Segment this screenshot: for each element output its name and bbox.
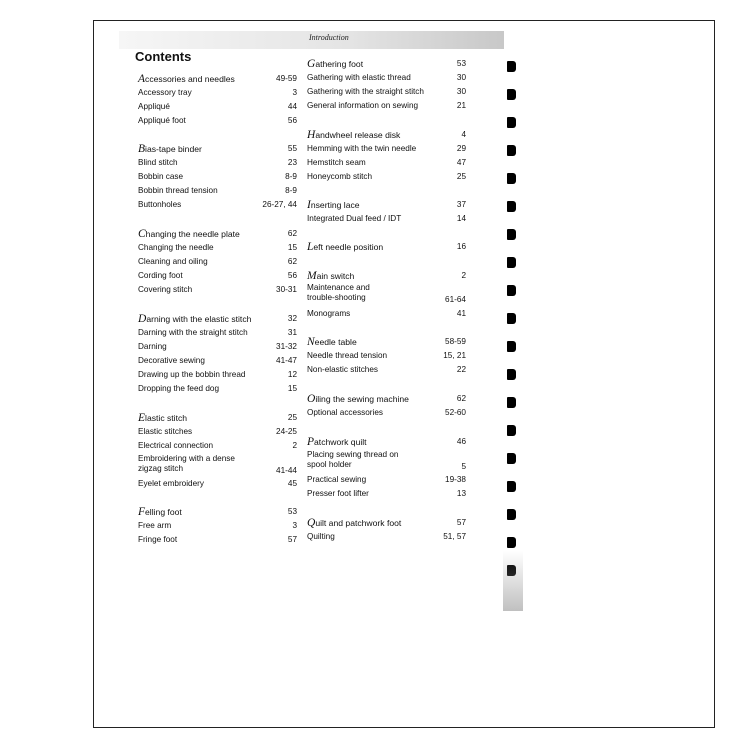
index-entry-label: Felling foot	[138, 506, 182, 518]
index-entry-label: Non-elastic stitches	[307, 365, 378, 374]
index-entry	[138, 369, 297, 381]
binding-ring	[507, 201, 516, 212]
index-entry	[307, 308, 466, 320]
index-entry	[307, 436, 466, 448]
index-entry	[307, 129, 466, 141]
index-entry-page: 51, 57	[443, 532, 466, 541]
binding-ring	[507, 145, 516, 156]
index-entry-page: 41	[456, 309, 466, 318]
index-entry-label: Darning with the elastic stitch	[138, 313, 252, 325]
index-entry-page: 58-59	[445, 337, 466, 346]
index-entry-label: Accessory tray	[138, 88, 192, 97]
index-entry	[307, 241, 466, 253]
index-entry-page: 29	[456, 144, 466, 153]
index-entry-label: Quilting	[307, 532, 335, 541]
index-entry-label: Covering stitch	[138, 285, 193, 294]
index-entry-label: Electrical connection	[138, 441, 214, 450]
index-entry	[138, 115, 297, 127]
index-entry	[138, 143, 297, 155]
index-entry	[307, 72, 466, 84]
index-entry	[307, 157, 466, 169]
index-entry-label: Needle thread tension	[307, 351, 388, 360]
index-entry	[307, 531, 466, 543]
index-entry	[138, 101, 297, 113]
index-entry	[307, 171, 466, 183]
index-entry-page: 30	[456, 73, 466, 82]
binding-ring	[507, 117, 516, 128]
index-entry-page: 62	[287, 229, 297, 238]
binding-ring	[507, 369, 516, 380]
index-entry-page: 32	[287, 314, 297, 323]
index-entry-page: 37	[456, 200, 466, 209]
index-entry-label: Handwheel release disk	[307, 129, 401, 141]
index-entry-page: 30	[456, 87, 466, 96]
index-entry-page: 2	[461, 271, 466, 280]
index-entry-label: Inserting lace	[307, 199, 360, 211]
index-entry-label: Left needle position	[307, 241, 384, 253]
index-entry	[138, 506, 297, 518]
page-edge-shadow	[503, 551, 523, 611]
index-entry-label: Monograms	[307, 309, 351, 318]
binding-ring	[507, 257, 516, 268]
index-entry-label: Buttonholes	[138, 200, 182, 209]
index-entry	[307, 86, 466, 98]
section-header: Introduction	[309, 33, 349, 42]
index-entry	[138, 440, 297, 452]
index-entry-page: 13	[456, 489, 466, 498]
index-entry-page: 3	[292, 521, 297, 530]
index-entry	[138, 313, 297, 325]
index-entry	[307, 364, 466, 376]
index-entry-page: 3	[292, 88, 297, 97]
index-entry	[138, 87, 297, 99]
index-entry-label: Needle table	[307, 336, 357, 348]
index-entry-label: Changing the needle	[138, 243, 214, 252]
index-entry-page: 23	[287, 158, 297, 167]
index-entry	[138, 185, 297, 197]
index-entry	[138, 228, 297, 240]
index-entry-label: Accessories and needles	[138, 73, 235, 85]
manual-page	[93, 20, 715, 728]
index-entry-page: 24-25	[276, 427, 297, 436]
index-entry	[307, 100, 466, 112]
spiral-binding	[501, 43, 523, 603]
index-entry-page: 31-32	[276, 342, 297, 351]
binding-ring	[507, 425, 516, 436]
index-entry	[138, 520, 297, 532]
index-entry	[307, 270, 466, 282]
index-entry	[138, 157, 297, 169]
binding-ring	[507, 61, 516, 72]
index-entry-page: 62	[456, 394, 466, 403]
index-entry	[307, 393, 466, 405]
index-entry-page: 61-64	[445, 295, 466, 304]
index-entry-page: 62	[287, 257, 297, 266]
binding-ring	[507, 341, 516, 352]
index-entry-page: 15	[287, 384, 297, 393]
index-entry	[307, 407, 466, 419]
index-entry-label: Dropping the feed dog	[138, 384, 220, 393]
index-entry-page: 16	[456, 242, 466, 251]
index-entry-label: Cleaning and oiling	[138, 257, 208, 266]
index-entry	[307, 474, 466, 486]
index-entry-page: 56	[287, 271, 297, 280]
binding-ring	[507, 229, 516, 240]
index-entry-label: Appliqué foot	[138, 116, 186, 125]
index-entry-page: 47	[456, 158, 466, 167]
binding-ring	[507, 453, 516, 464]
index-entry	[138, 426, 297, 438]
index-entry-label: Elastic stitches	[138, 427, 193, 436]
index-entry-page: 15, 21	[443, 351, 466, 360]
index-entry	[138, 256, 297, 268]
index-entry-label: Gathering with the straight stitch	[307, 87, 424, 96]
index-entry-label: Eyelet embroidery	[138, 479, 204, 488]
index-entry-label: Decorative sewing	[138, 356, 205, 365]
index-entry-label: Hemstitch seam	[307, 158, 366, 167]
index-entry-page: 55	[287, 144, 297, 153]
index-entry-page: 25	[456, 172, 466, 181]
index-entry	[138, 73, 297, 85]
index-entry-page: 25	[287, 413, 297, 422]
binding-ring	[507, 173, 516, 184]
index-entry	[138, 534, 297, 546]
index-entry-label: Free arm	[138, 521, 172, 530]
index-entry-label: Fringe foot	[138, 535, 178, 544]
index-entry-label: Presser foot lifter	[307, 489, 369, 498]
binding-ring	[507, 509, 516, 520]
index-entry-label: Changing the needle plate	[138, 228, 240, 240]
binding-ring	[507, 481, 516, 492]
index-entry	[138, 412, 297, 424]
index-entry-page: 30-31	[276, 285, 297, 294]
binding-ring	[507, 313, 516, 324]
index-entry	[307, 350, 466, 362]
index-entry-label: Practical sewing	[307, 475, 367, 484]
index-entry-label: Bobbin case	[138, 172, 184, 181]
index-entry-page: 4	[461, 130, 466, 139]
index-entry-label: Gathering with elastic thread	[307, 73, 411, 82]
index-entry-page: 53	[456, 59, 466, 68]
index-entry-page: 14	[456, 214, 466, 223]
index-entry	[307, 283, 466, 305]
index-entry	[307, 450, 466, 472]
index-entry	[138, 242, 297, 254]
binding-ring	[507, 285, 516, 296]
binding-ring	[507, 397, 516, 408]
index-entry-label: Maintenance and trouble-shooting	[307, 283, 370, 302]
index-entry	[138, 327, 297, 339]
index-entry-page: 57	[456, 518, 466, 527]
index-entry-label: Bobbin thread tension	[138, 186, 218, 195]
index-entry	[138, 270, 297, 282]
index-entry-page: 56	[287, 116, 297, 125]
index-entry-label: Placing sewing thread on spool holder	[307, 450, 399, 469]
index-entry-page: 31	[287, 328, 297, 337]
index-entry-page: 57	[287, 535, 297, 544]
index-entry	[138, 171, 297, 183]
index-entry-page: 8-9	[285, 172, 297, 181]
index-entry-page: 8-9	[285, 186, 297, 195]
index-entry-label: General information on sewing	[307, 101, 419, 110]
index-entry-page: 26-27, 44	[262, 200, 297, 209]
index-entry-page: 2	[292, 441, 297, 450]
index-entry-label: Blind stitch	[138, 158, 178, 167]
index-entry-label: Cording foot	[138, 271, 183, 280]
index-entry-label: Integrated Dual feed / IDT	[307, 214, 402, 223]
index-entry-page: 46	[456, 437, 466, 446]
binding-ring	[507, 537, 516, 548]
index-entry-page: 41-47	[276, 356, 297, 365]
index-entry-label: Patchwork quilt	[307, 436, 367, 448]
index-entry-label: Drawing up the bobbin thread	[138, 370, 246, 379]
index-entry-label: Main switch	[307, 270, 355, 282]
index-entry	[138, 341, 297, 353]
index-entry-label: Elastic stitch	[138, 412, 188, 424]
index-entry-page: 49-59	[276, 74, 297, 83]
index-entry	[307, 517, 466, 529]
index-entry	[138, 284, 297, 296]
index-entry-page: 15	[287, 243, 297, 252]
index-entry-label: Bias-tape binder	[138, 143, 202, 155]
index-entry	[307, 58, 466, 70]
binding-ring	[507, 89, 516, 100]
index-entry	[307, 336, 466, 348]
index-entry-label: Oiling the sewing machine	[307, 393, 409, 405]
index-entry	[138, 355, 297, 367]
index-entry-label: Hemming with the twin needle	[307, 144, 417, 153]
index-entry-page: 41-44	[276, 466, 297, 475]
index-entry-label: Gathering foot	[307, 58, 364, 70]
index-entry-label: Quilt and patchwork foot	[307, 517, 402, 529]
index-entry-page: 52-60	[445, 408, 466, 417]
index-entry	[307, 213, 466, 225]
contents-heading: Contents	[135, 49, 192, 64]
index-entry-page: 22	[456, 365, 466, 374]
index-entry-page: 5	[461, 462, 466, 471]
index-entry-label: Embroidering with a dense zigzag stitch	[138, 454, 235, 473]
index-entry	[307, 488, 466, 500]
index-entry	[138, 383, 297, 395]
index-entry-label: Honeycomb stitch	[307, 172, 373, 181]
index-entry-label: Darning	[138, 342, 167, 351]
index-entry-label: Darning with the straight stitch	[138, 328, 248, 337]
index-entry-page: 19-38	[445, 475, 466, 484]
index-entry-page: 44	[287, 102, 297, 111]
index-entry-label: Appliqué	[138, 102, 170, 111]
scanned-contents-page	[119, 31, 599, 601]
index-entry-page: 12	[287, 370, 297, 379]
index-entry	[307, 199, 466, 211]
index-entry-label: Optional accessories	[307, 408, 383, 417]
index-entry	[307, 143, 466, 155]
index-entry	[138, 454, 297, 476]
index-entry-page: 53	[287, 507, 297, 516]
index-entry-page: 21	[456, 101, 466, 110]
index-entry-page: 45	[287, 479, 297, 488]
index-entry	[138, 478, 297, 490]
index-entry	[138, 199, 297, 211]
